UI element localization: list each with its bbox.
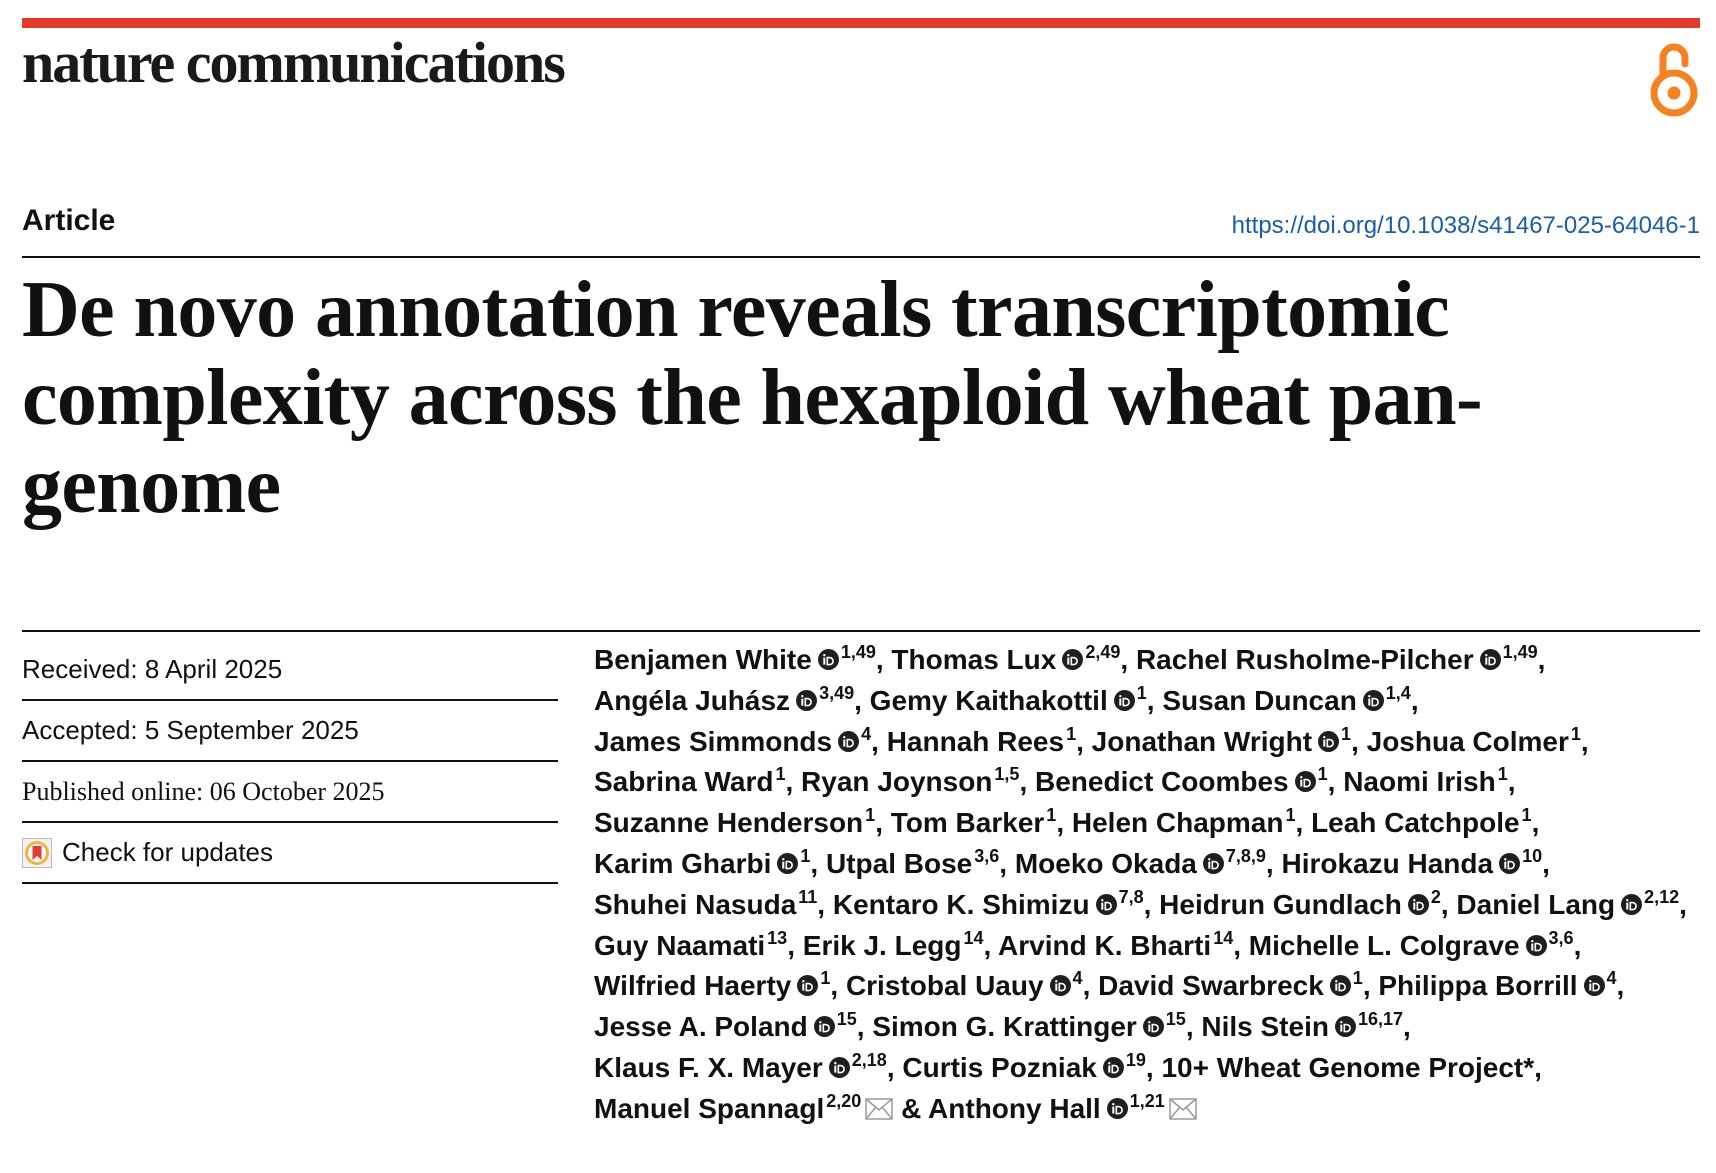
author-name[interactable]: Benedict Coombes: [1035, 766, 1289, 798]
orcid-icon[interactable]: [1096, 894, 1117, 915]
author[interactable]: Karim Gharbi $^1$,: [594, 845, 819, 879]
orcid-icon[interactable]: [1318, 731, 1339, 752]
affiliation-number[interactable]: 1: [775, 764, 786, 785]
affiliation-number[interactable]: 2,18: [851, 1049, 887, 1070]
author[interactable]: Benjamen White $^{1,49}$,: [594, 642, 884, 675]
author-name[interactable]: Susan Duncan: [1162, 684, 1357, 716]
affiliation-number[interactable]: 10: [1522, 845, 1543, 866]
author[interactable]: Moeko Okada $^{7,8,9}$,: [1014, 845, 1274, 879]
affiliation-number[interactable]: 1,49: [840, 642, 876, 662]
orcid-icon[interactable]: [1480, 649, 1501, 670]
author[interactable]: Benedict Coombes $^1$,: [1035, 764, 1336, 798]
author[interactable]: Helen Chapman $^1$,: [1071, 805, 1304, 839]
author[interactable]: Naomi Irish $^1$,: [1343, 764, 1516, 798]
author[interactable]: Susan Duncan $^{1,4}$,: [1162, 682, 1419, 716]
journal-name: nature communications: [22, 30, 564, 95]
affiliation-number[interactable]: 1: [820, 968, 831, 989]
author-list: [594, 640, 1704, 1130]
author[interactable]: Guy Naamati $^{13}$,: [594, 927, 795, 961]
affiliation-number[interactable]: 13: [767, 927, 788, 948]
orcid-icon[interactable]: [797, 975, 818, 996]
author-name[interactable]: Hirokazu Handa: [1281, 847, 1494, 879]
published-date-text: Published online: 06 October 2025: [22, 776, 385, 806]
author[interactable]: Manuel Spannagl $^{2,20}$ &: [594, 1090, 922, 1124]
published-date: [22, 762, 558, 823]
affiliation-number[interactable]: 2,20: [826, 1090, 862, 1111]
orcid-icon[interactable]: [1114, 690, 1135, 711]
author[interactable]: Wilfried Haerty $^1$,: [594, 968, 839, 1002]
author-name[interactable]: Shuhei Nasuda: [594, 888, 797, 920]
check-for-updates-link[interactable]: [22, 823, 558, 884]
author-name[interactable]: Benjamen White: [594, 644, 812, 675]
check-for-updates-icon: [22, 838, 52, 868]
author[interactable]: Arvind K. Bharti $^{14}$,: [998, 927, 1241, 961]
author-name[interactable]: Arvind K. Bharti: [998, 929, 1212, 961]
author-name[interactable]: 10+ Wheat Genome Project*: [1161, 1051, 1535, 1083]
author-name[interactable]: Tom Barker: [890, 807, 1045, 839]
author[interactable]: Philippa Borrill $^4$,: [1378, 968, 1625, 1002]
received-date-text: Received: 8 April 2025: [22, 654, 283, 684]
author[interactable]: Thomas Lux $^{2,49}$,: [891, 642, 1129, 675]
affiliation-number[interactable]: 1: [1497, 764, 1508, 785]
author-name[interactable]: Thomas Lux: [891, 644, 1057, 675]
author[interactable]: Jonathan Wright $^1$,: [1091, 723, 1359, 757]
affiliation-number[interactable]: 11: [798, 886, 818, 907]
affiliation-number[interactable]: 1: [1136, 682, 1147, 703]
author-name[interactable]: Gemy Kaithakottil: [869, 684, 1108, 716]
affiliation-number[interactable]: 1: [1046, 805, 1057, 826]
author[interactable]: Curtis Pozniak $^{19}$,: [902, 1049, 1154, 1083]
open-access-lock-icon: [1648, 38, 1700, 120]
author[interactable]: Gemy Kaithakottil $^1$,: [869, 682, 1155, 716]
author-name[interactable]: Joshua Colmer: [1366, 725, 1569, 757]
affiliation-number[interactable]: 1: [1521, 805, 1532, 826]
orcid-icon[interactable]: [1143, 1016, 1164, 1037]
author-name[interactable]: Manuel Spannagl: [594, 1092, 825, 1124]
author[interactable]: Utpal Bose $^{3,6}$,: [825, 845, 1008, 879]
author[interactable]: Erik J. Legg $^{14}$,: [802, 927, 992, 961]
accepted-date: [22, 701, 558, 762]
affiliation-number[interactable]: 3,6: [1548, 927, 1574, 948]
author[interactable]: Hirokazu Handa $^{10}$,: [1281, 845, 1550, 879]
author-name[interactable]: Klaus F. X. Mayer: [594, 1051, 823, 1083]
author-name[interactable]: Ryan Joynson: [801, 766, 993, 798]
author-name[interactable]: Jonathan Wright: [1091, 725, 1313, 757]
author-name[interactable]: Suzanne Henderson: [594, 807, 864, 839]
affiliation-number[interactable]: 7,8: [1118, 886, 1144, 907]
orcid-icon[interactable]: [838, 731, 859, 752]
accepted-date-text: Accepted: 5 September 2025: [22, 715, 359, 745]
author-name[interactable]: Cristobal Uauy: [845, 970, 1044, 1002]
article-title: De novo annotation reveals transcriptomic complexity across the hexaploid wheat pan-genome: [22, 266, 1482, 530]
author-name[interactable]: David Swarbreck: [1098, 970, 1324, 1002]
affiliation-number[interactable]: 3,6: [974, 845, 1000, 866]
affiliation-number[interactable]: 1: [1341, 723, 1352, 744]
affiliation-number[interactable]: 16,17: [1357, 1009, 1404, 1030]
affiliation-number[interactable]: 1,4: [1385, 682, 1411, 703]
author[interactable]: Joshua Colmer $^1$,: [1366, 723, 1589, 757]
orcid-icon[interactable]: [1062, 649, 1083, 670]
orcid-icon[interactable]: [1203, 853, 1224, 874]
title-divider: [22, 630, 1700, 632]
author-name[interactable]: Anthony Hall: [928, 1092, 1101, 1124]
author-name[interactable]: James Simmonds: [594, 725, 833, 757]
author[interactable]: Kentaro K. Shimizu $^{7,8}$,: [832, 886, 1152, 920]
author[interactable]: Nils Stein $^{16,17}$,: [1201, 1009, 1411, 1043]
affiliation-number[interactable]: 19: [1125, 1049, 1146, 1070]
affiliation-number[interactable]: 15: [1165, 1009, 1186, 1030]
doi-link[interactable]: https://doi.org/10.1038/s41467-025-64046-1: [1231, 212, 1700, 239]
author[interactable]: Sabrina Ward $^1$,: [594, 764, 794, 798]
author-name[interactable]: Moeko Okada: [1014, 847, 1197, 879]
journal-accent-bar: [22, 18, 1700, 28]
author[interactable]: Cristobal Uauy $^4$,: [845, 968, 1091, 1002]
author-name[interactable]: Leah Catchpole: [1311, 807, 1520, 839]
affiliation-number[interactable]: 1,49: [1502, 642, 1538, 662]
orcid-icon[interactable]: [1363, 690, 1384, 711]
header-divider: [22, 256, 1700, 258]
author[interactable]: Angéla Juhász $^{3,49}$,: [594, 682, 862, 716]
affiliation-number[interactable]: 3,49: [819, 682, 855, 703]
affiliation-number[interactable]: 7,8,9: [1225, 845, 1266, 866]
article-type: Article: [22, 204, 116, 237]
affiliation-number[interactable]: 2: [1430, 886, 1441, 907]
author-name[interactable]: Hannah Rees: [886, 725, 1065, 757]
orcid-icon[interactable]: [1295, 771, 1316, 792]
author[interactable]: James Simmonds $^4$,: [594, 723, 879, 757]
affiliation-number[interactable]: 2,12: [1644, 886, 1680, 907]
author-name[interactable]: Kentaro K. Shimizu: [832, 888, 1090, 920]
affiliation-number[interactable]: 1: [800, 845, 811, 866]
affiliation-number[interactable]: 4: [861, 723, 872, 744]
affiliation-number[interactable]: 1,5: [994, 764, 1020, 785]
orcid-icon[interactable]: [818, 649, 839, 670]
orcid-icon[interactable]: [1050, 975, 1071, 996]
orcid-icon[interactable]: [1621, 894, 1642, 915]
author-name[interactable]: Daniel Lang: [1456, 888, 1616, 920]
author[interactable]: Jesse A. Poland $^{15}$,: [594, 1009, 865, 1043]
author[interactable]: Heidrun Gundlach $^2$,: [1159, 886, 1449, 920]
author-name[interactable]: Sabrina Ward: [594, 766, 774, 798]
article-history: [22, 640, 558, 884]
author-name[interactable]: Karim Gharbi: [594, 847, 772, 879]
author-name[interactable]: Naomi Irish: [1343, 766, 1496, 798]
author[interactable]: Rachel Rusholme-Pilcher $^{1,49}$,: [1135, 642, 1546, 675]
author-name[interactable]: Simon G. Krattinger: [872, 1011, 1137, 1043]
author-name[interactable]: Rachel Rusholme-Pilcher: [1135, 644, 1474, 675]
affiliation-number[interactable]: 1: [1066, 723, 1077, 744]
affiliation-number[interactable]: 1: [1352, 968, 1363, 989]
author-name[interactable]: Guy Naamati: [594, 929, 766, 961]
orcid-icon[interactable]: [1408, 894, 1429, 915]
author[interactable]: Daniel Lang $^{2,12}$,: [1456, 886, 1687, 920]
author[interactable]: Michelle L. Colgrave $^{3,6}$,: [1248, 927, 1582, 961]
author-name[interactable]: Michelle L. Colgrave: [1248, 929, 1520, 961]
orcid-icon[interactable]: [1584, 975, 1605, 996]
author-name[interactable]: Heidrun Gundlach: [1159, 888, 1402, 920]
author-name[interactable]: Utpal Bose: [825, 847, 973, 879]
author[interactable]: Leah Catchpole $^1$,: [1311, 805, 1540, 839]
affiliation-number[interactable]: 15: [836, 1009, 857, 1030]
orcid-icon[interactable]: [796, 690, 817, 711]
check-for-updates-label[interactable]: Check for updates: [62, 837, 274, 867]
orcid-icon[interactable]: [814, 1016, 835, 1037]
author-name[interactable]: Helen Chapman: [1071, 807, 1284, 839]
author[interactable]: [928, 1090, 1197, 1124]
affiliation-number[interactable]: 1: [1317, 764, 1328, 785]
author-name[interactable]: Curtis Pozniak: [902, 1051, 1097, 1083]
orcid-icon[interactable]: [1107, 1098, 1128, 1119]
orcid-icon[interactable]: [777, 853, 798, 874]
orcid-icon[interactable]: [1499, 853, 1520, 874]
affiliation-number[interactable]: 1: [1285, 805, 1296, 826]
author[interactable]: Simon G. Krattinger $^{15}$,: [872, 1009, 1194, 1043]
author[interactable]: Suzanne Henderson $^1$,: [594, 805, 883, 839]
author-name[interactable]: Erik J. Legg: [802, 929, 962, 961]
orcid-icon[interactable]: [1103, 1057, 1124, 1078]
email-envelope-icon[interactable]: [865, 1098, 893, 1120]
author[interactable]: 10+ Wheat Genome Project*,: [1161, 1051, 1542, 1083]
affiliation-number[interactable]: 14: [963, 927, 984, 948]
author-name[interactable]: Wilfried Haerty: [594, 970, 792, 1002]
orcid-icon[interactable]: [1526, 935, 1547, 956]
affiliation-number[interactable]: 14: [1213, 927, 1234, 948]
orcid-icon[interactable]: [829, 1057, 850, 1078]
affiliation-number[interactable]: 2,49: [1085, 642, 1121, 662]
orcid-icon[interactable]: [1330, 975, 1351, 996]
affiliation-number[interactable]: 1: [865, 805, 876, 826]
author[interactable]: Klaus F. X. Mayer $^{2,18}$,: [594, 1049, 895, 1083]
email-envelope-icon[interactable]: [1169, 1098, 1197, 1120]
affiliation-number[interactable]: 1: [1570, 723, 1581, 744]
author[interactable]: David Swarbreck $^1$,: [1098, 968, 1371, 1002]
author-name[interactable]: Jesse A. Poland: [594, 1011, 808, 1043]
author[interactable]: Tom Barker $^1$,: [890, 805, 1065, 839]
author[interactable]: Shuhei Nasuda $^{11}$,: [594, 886, 826, 920]
affiliation-number[interactable]: 4: [1606, 968, 1617, 989]
author-name[interactable]: Philippa Borrill: [1378, 970, 1578, 1002]
received-date: [22, 640, 558, 701]
affiliation-number[interactable]: 4: [1072, 968, 1083, 989]
affiliation-number[interactable]: 1,21: [1129, 1090, 1165, 1111]
author[interactable]: Hannah Rees $^1$,: [886, 723, 1084, 757]
orcid-icon[interactable]: [1335, 1016, 1356, 1037]
author[interactable]: Ryan Joynson $^{1,5}$,: [801, 764, 1028, 798]
author-name[interactable]: Angéla Juhász: [594, 684, 791, 716]
author-name[interactable]: Nils Stein: [1201, 1011, 1329, 1043]
